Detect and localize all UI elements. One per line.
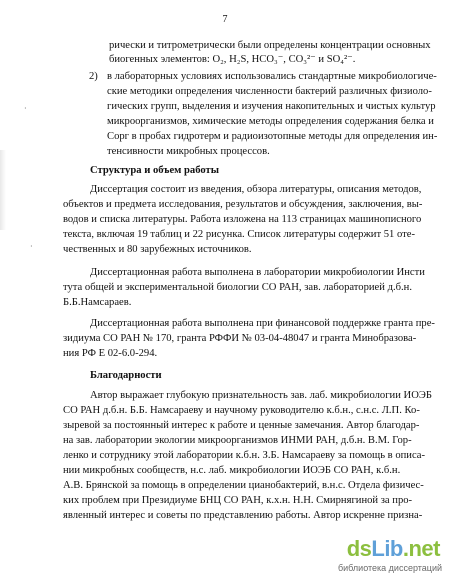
text-line: А.В. Брянской за помощь в определении цианобактерий, в.н.с. Отдела физичес-	[63, 480, 424, 491]
list-number: 2)	[89, 71, 98, 82]
page-number: 7	[222, 14, 228, 25]
page-fold-shadow	[0, 150, 6, 230]
text-line: рически и титрометрически были определены концентрации основных	[109, 40, 431, 51]
dslib-logo: dsLib.net	[346, 536, 440, 561]
text-line: Диссертационная работа выполнена в лаборатории микробиологии Инсти	[90, 267, 425, 278]
text-line: ские методики определения численности бактерий различных физиоло-	[107, 86, 432, 97]
section-heading: Благодарности	[90, 370, 162, 381]
scan-speck: ·	[30, 242, 33, 251]
text-line: Диссертация состоит из введения, обзора литературы, описания методов,	[90, 184, 422, 195]
text-line: в лабораторных условиях использовались стандартные микробиологиче-	[107, 71, 437, 82]
text-line: чественных и 80 зарубежных источников.	[63, 244, 252, 255]
text-line: ленко и сотруднику этой лаборатории к.б.н. З.Б. Намсараеву за помощь в описа-	[63, 450, 426, 461]
text-line: тута общей и экспериментальной биологии СО РАН, зав. лабораторией д.б.н.	[63, 282, 412, 293]
dslib-subtitle: библиотека диссертаций	[337, 563, 442, 573]
text-line: текста, включая 19 таблиц и 22 рисунка. Список литературы содержит 51 оте-	[63, 229, 415, 240]
text-line: микроорганизмов, химические методы определения содержания белка и	[107, 116, 434, 127]
text-line: зидиума СО РАН № 170, гранта РФФИ № 03-04-48047 и гранта Минобразова-	[63, 333, 417, 344]
text-line: ких проблем при Президиуме БНЦ СО РАН, к.х.н. Н.Н. Смирнягиной за про-	[63, 495, 413, 506]
text-line: Cорг в пробах гидротерм и радиоизотопные методы для определения ин-	[107, 131, 438, 142]
text-line: гических групп, выделения и изучения накопительных и чистых культур	[107, 101, 436, 112]
text-line: зыревой за постоянный интерес к работе и ценные замечания. Автор благодар-	[63, 420, 420, 431]
text-line: ния РФ Е 02-6.0-294.	[63, 348, 158, 359]
text-line: водов и списка литературы. Работа изложена на 113 страницах машинописного	[63, 214, 422, 225]
text-line: СО РАН д.б.н. Б.Б. Намсараеву и научному руководителю к.б.н., с.н.с. Л.П. Ко-	[63, 405, 420, 416]
section-heading: Структура и объем работы	[90, 165, 219, 176]
dslib-watermark	[338, 536, 444, 576]
text-line: явленный интерес и советы по представлению работы. Автор искренне призна-	[63, 510, 423, 521]
text-line: биогенных элементов: O₂, H₂S, HCO₃⁻, CO₃²⁻ и SO₄²⁻.	[109, 54, 356, 65]
text-line: Автор выражает глубокую признательность зав. лаб. микробиологии ИОЭБ	[90, 390, 432, 401]
text-line: Б.Б.Намсараев.	[63, 297, 132, 308]
text-line: на зав. лаборатории экологии микроорганизмов ИНМИ РАН, д.б.н. В.М. Гор-	[63, 435, 412, 446]
text-line: Диссертационная работа выполнена при финансовой поддержке гранта пре-	[90, 318, 435, 329]
text-line: нии микробных сообществ, н.с. лаб. микробиологии ИОЭБ СО РАН, к.б.н.	[63, 465, 401, 476]
text-line: тенсивности микробных процессов.	[107, 146, 270, 157]
text-line: объектов и предмета исследования, результатов и обсуждения, заключения, вы-	[63, 199, 423, 210]
scan-speck: ·	[24, 104, 27, 113]
